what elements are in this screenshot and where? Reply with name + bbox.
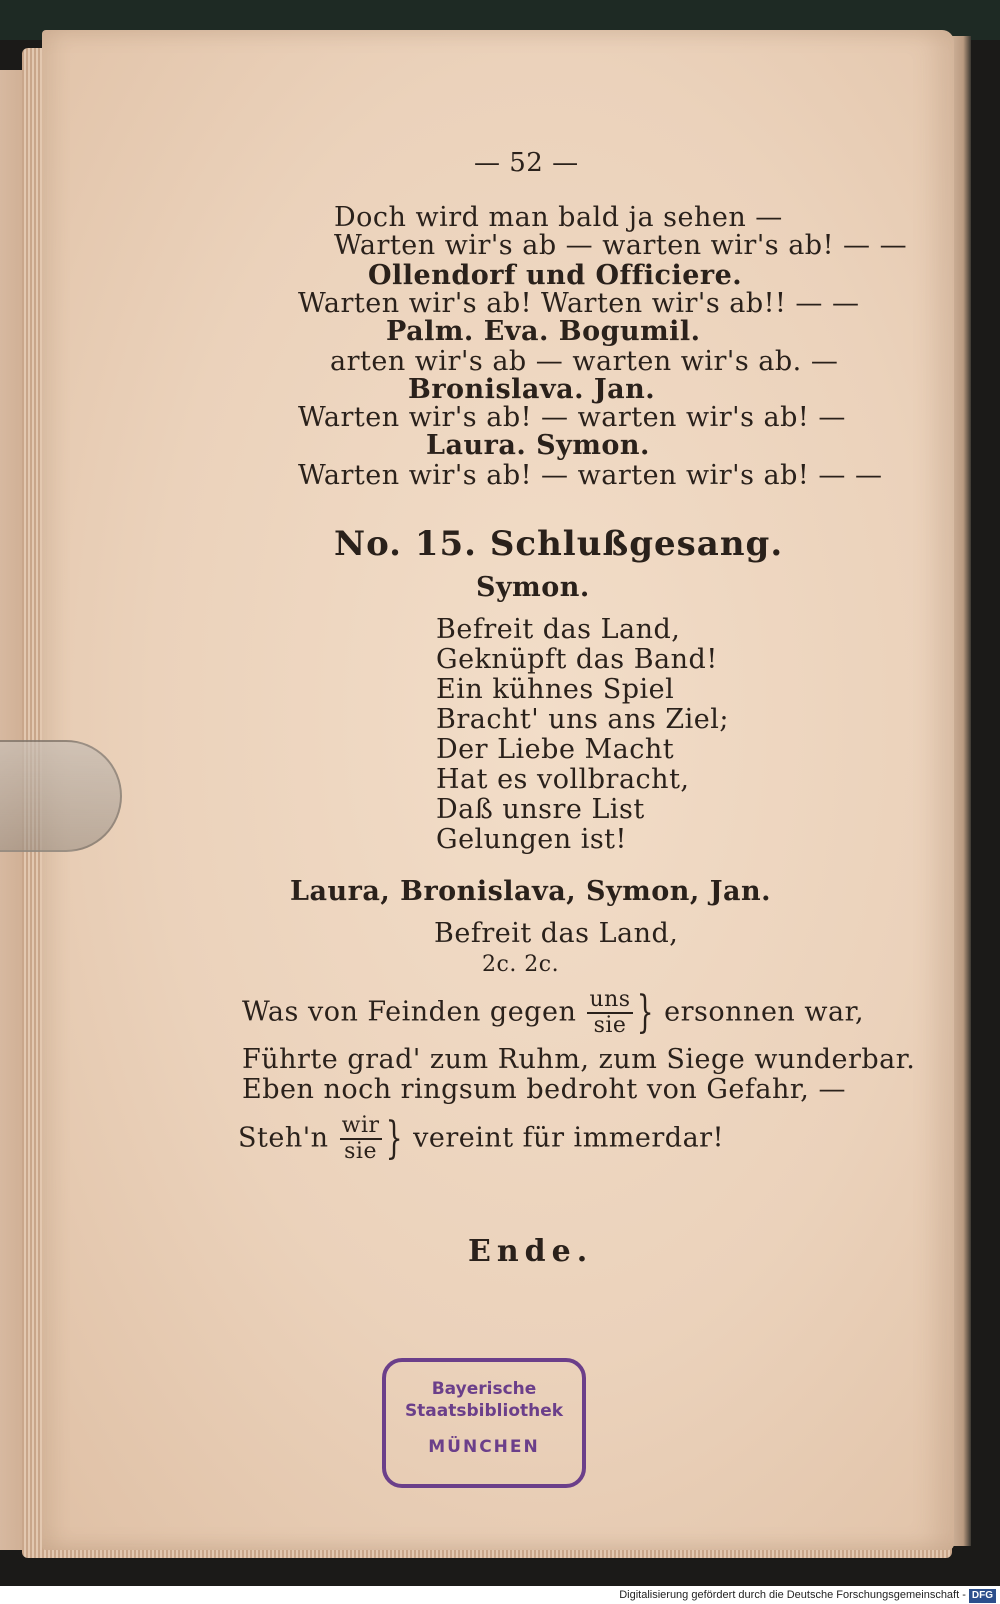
speaker-symon: Symon.	[476, 572, 590, 603]
fraction-wir-sie	[340, 1114, 382, 1164]
verse-line: Der Liebe Macht	[436, 734, 675, 765]
brace-glyph: }	[385, 1113, 403, 1164]
text-line: Warten wir's ab! Warten wir's ab!! — —	[298, 288, 860, 319]
stamp-line: Bayerische	[431, 1379, 537, 1399]
footer-credit: Digitalisierung gefördert durch die Deutsche Forschungsgemeinschaft -	[619, 1589, 966, 1601]
brace-glyph: }	[636, 987, 654, 1038]
refrain-line: Befreit das Land,	[434, 918, 679, 949]
fraction-top: wir	[341, 1113, 380, 1138]
stamp-line: MÜNCHEN	[428, 1437, 540, 1457]
verse-line: Befreit das Land,	[436, 614, 681, 645]
verse-line: Hat es vollbracht,	[436, 764, 690, 795]
speaker-heading: Bronislava. Jan.	[408, 374, 656, 405]
page-number: — 52 —	[474, 148, 579, 178]
page-clip	[0, 740, 122, 852]
fraction-uns-sie	[587, 988, 632, 1038]
verse-line: Gelungen ist!	[436, 824, 627, 855]
speaker-heading: Laura. Symon.	[426, 430, 650, 461]
verse-line: Geknüpft das Band!	[436, 644, 718, 675]
book-page	[42, 30, 954, 1550]
etc-mark: 2c. 2c.	[482, 952, 560, 977]
final-line-1-text: Was von Feinden gegen	[242, 996, 577, 1028]
text-line: Warten wir's ab! — warten wir's ab! —	[298, 402, 846, 433]
dfg-logo-icon: DFG	[969, 1589, 996, 1603]
final-line-4-end: vereint für immerdar!	[413, 1122, 724, 1154]
text-line: arten wir's ab — warten wir's ab. —	[330, 346, 839, 377]
final-line-2: Führte grad' zum Ruhm, zum Siege wunderbar.	[242, 1044, 916, 1075]
footer-bar	[0, 1586, 1000, 1604]
speaker-heading: Ollendorf und Officiere.	[368, 260, 743, 291]
fraction-bottom: sie	[344, 1139, 377, 1164]
library-stamp	[382, 1358, 586, 1488]
text-line: Warten wir's ab! — warten wir's ab! — —	[298, 460, 883, 491]
speaker-heading: Palm. Eva. Bogumil.	[386, 316, 701, 347]
text-line: Doch wird man bald ja sehen —	[334, 202, 783, 233]
speakers-all: Laura, Bronislava, Symon, Jan.	[290, 876, 772, 907]
fraction-bottom: sie	[593, 1013, 627, 1038]
fraction-top: uns	[589, 987, 631, 1012]
final-line-4	[238, 1114, 724, 1164]
final-line-4-text: Steh'n	[238, 1122, 329, 1154]
final-line-3: Eben noch ringsum bedroht von Gefahr, —	[242, 1074, 846, 1105]
verse-line: Bracht' uns ans Ziel;	[436, 704, 729, 735]
ende-heading: Ende.	[468, 1234, 594, 1269]
final-line-1	[242, 988, 864, 1038]
verse-line: Ein kühnes Spiel	[436, 674, 675, 705]
final-line-1-end: ersonnen war,	[664, 996, 865, 1028]
text-line: Warten wir's ab — warten wir's ab! — —	[334, 230, 908, 261]
verse-line: Daß unsre List	[436, 794, 645, 825]
section-heading: No. 15. Schlußgesang.	[334, 524, 784, 564]
stamp-line: Staatsbibliothek	[404, 1401, 564, 1421]
